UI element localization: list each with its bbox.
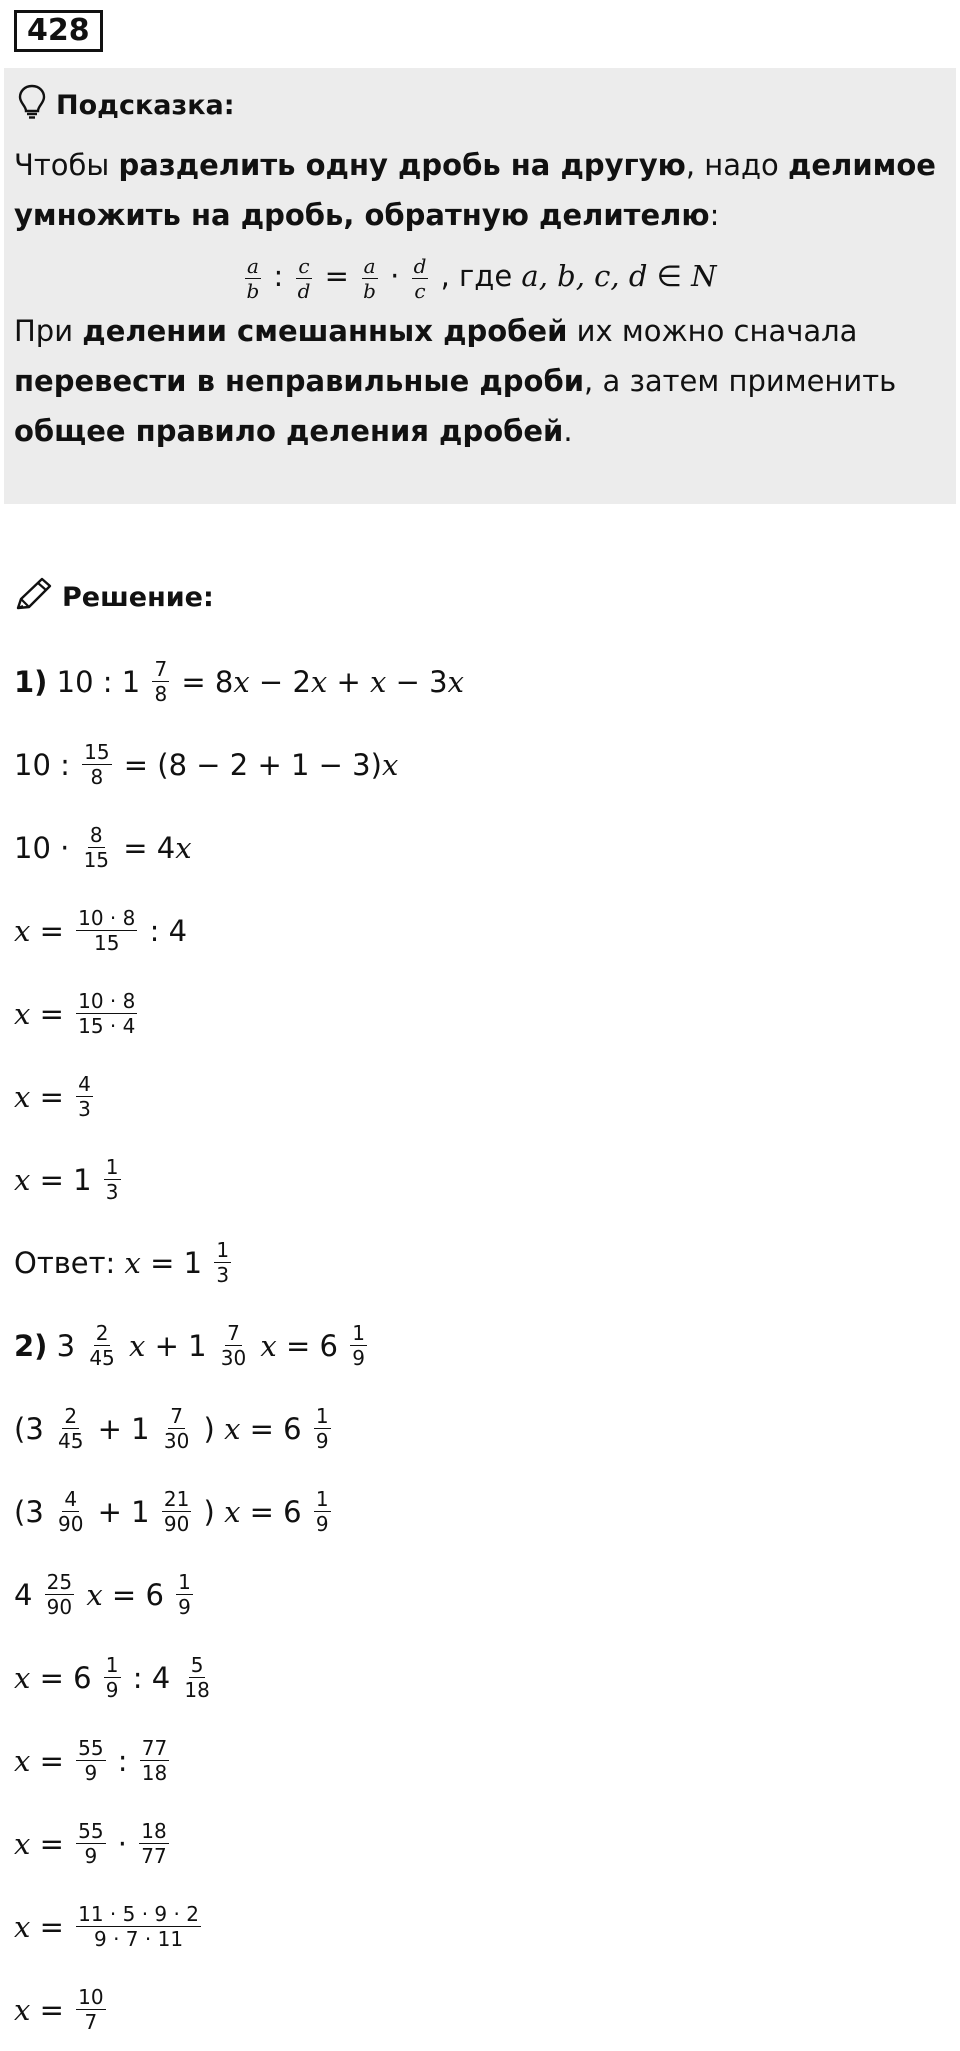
text-run: ) (194, 1494, 225, 1529)
fraction-numerator: 10 (78, 1985, 104, 2009)
bold-text: перевести в неправильные дроби (14, 364, 585, 398)
solution-line (14, 1470, 934, 1553)
fraction-numerator: c (298, 253, 310, 278)
fraction-denominator: 30 (163, 1429, 190, 1453)
fraction (76, 1902, 201, 1951)
text-run: = 8 (172, 664, 234, 699)
fraction-numerator: 2 (95, 1321, 109, 1345)
text-run: = (30, 1992, 74, 2027)
fraction (56, 1487, 85, 1536)
text-run: = 6 (102, 1577, 174, 1612)
fraction (162, 1487, 191, 1536)
fraction-numerator: 4 (78, 1072, 91, 1096)
fraction (176, 1570, 193, 1619)
text-run: . (563, 414, 573, 448)
solution-line (14, 806, 934, 889)
math-variable: x (370, 664, 387, 699)
text-run: = 6 (240, 1411, 311, 1446)
fraction (219, 1321, 248, 1370)
math-variable: x (224, 1411, 241, 1446)
text-run: Чтобы (14, 148, 119, 182)
fraction-numerator: 25 (46, 1570, 73, 1594)
fraction-denominator: 7 (84, 2010, 98, 2034)
solution-header (14, 576, 214, 619)
math-variable: x (175, 830, 192, 865)
text-run: : (709, 198, 720, 232)
fraction (82, 823, 111, 872)
fraction-denominator: c (414, 278, 426, 303)
fraction-denominator: b (363, 278, 376, 303)
text-run: + 1 (88, 1494, 159, 1529)
fraction (350, 1321, 367, 1370)
math-variable: x (14, 1162, 31, 1197)
fraction-numerator: 10 · 8 (78, 989, 136, 1013)
fraction-denominator: 9 (178, 1595, 191, 1619)
text-run: , где (431, 259, 522, 293)
math-variable: x (14, 1992, 31, 2027)
fraction-numerator: 2 (64, 1404, 78, 1428)
fraction-numerator: a (363, 253, 376, 278)
fraction-numerator: 7 (154, 657, 168, 681)
fraction-numerator: 77 (141, 1736, 168, 1760)
text-run: их можно сначала (567, 314, 858, 348)
text-run: , а затем применить (584, 364, 897, 398)
fraction-denominator: 90 (57, 1512, 84, 1536)
fraction (314, 1487, 331, 1536)
division-formula (14, 240, 944, 306)
bold-text: разделить одну дробь на другую (118, 148, 686, 182)
fraction (76, 1819, 105, 1868)
task-number: 428 (14, 10, 103, 52)
fraction-denominator: d (297, 278, 311, 303)
fraction-numerator: 15 (84, 740, 110, 764)
fraction-denominator: 9 (84, 1844, 98, 1868)
fraction-numerator: 10 · 8 (78, 906, 136, 930)
fraction (214, 1238, 231, 1287)
math-variable: N (691, 259, 717, 293)
math-variable: x (14, 996, 31, 1031)
fraction-denominator: 8 (90, 765, 104, 789)
fraction (162, 1404, 191, 1453)
fraction-numerator: d (413, 253, 427, 278)
text-run: : (108, 1743, 137, 1778)
fraction-denominator: 15 (83, 848, 110, 872)
solution-line (14, 1221, 934, 1304)
hint-paragraph-division-rule (14, 140, 944, 240)
text-run: = (30, 1909, 74, 1944)
solution-line (14, 1719, 934, 1802)
text-run: + 1 (88, 1411, 159, 1446)
fraction (152, 657, 169, 706)
fraction-denominator: 18 (184, 1678, 210, 1702)
text-run: = 4 (114, 830, 176, 865)
solution-line (14, 1802, 934, 1885)
solution-line (14, 1304, 934, 1387)
solution-line (14, 1636, 934, 1719)
solution-line (14, 972, 934, 1055)
solution-line (14, 1553, 934, 1636)
fraction-denominator: 9 · 7 · 11 (94, 1927, 184, 1951)
fraction-numerator: 7 (170, 1404, 183, 1428)
math-variable: x (124, 1245, 141, 1280)
text-run: = (30, 1743, 74, 1778)
fraction-numerator: 1 (352, 1321, 365, 1345)
text-run: = (30, 1826, 74, 1861)
text-run: = (30, 996, 74, 1031)
fraction (361, 254, 378, 303)
solution-line (14, 1387, 934, 1470)
fraction-denominator: 45 (89, 1346, 115, 1370)
text-run: = (315, 259, 359, 293)
text-run: 10 · (14, 830, 79, 865)
fraction-denominator: 3 (78, 1097, 91, 1121)
fraction-denominator: b (246, 278, 260, 303)
fraction-denominator: 8 (154, 682, 168, 706)
solution-lines (14, 640, 934, 2051)
text-run: = 6 (276, 1328, 348, 1363)
fraction-numerator: 1 (315, 1487, 329, 1511)
fraction (76, 989, 137, 1038)
text-run: = (30, 913, 74, 948)
solution-line (14, 723, 934, 806)
fraction-denominator: 3 (105, 1180, 119, 1204)
fraction (104, 1653, 121, 1702)
fraction (140, 1736, 169, 1785)
fraction (76, 1736, 105, 1785)
fraction-denominator: 15 · 4 (78, 1014, 136, 1038)
lightbulb-icon (18, 84, 46, 127)
item-number: 2) (14, 1328, 48, 1363)
solution-line (14, 889, 934, 972)
solution-line (14, 1968, 934, 2051)
fraction-numerator: a (246, 253, 259, 278)
text-run: ∈ (647, 259, 692, 293)
text-run: = 6 (240, 1494, 311, 1529)
text-run: = 1 (30, 1162, 101, 1197)
text-run: − 2 (249, 664, 311, 699)
fraction-denominator: 45 (57, 1429, 84, 1453)
fraction-numerator: 55 (78, 1819, 104, 1843)
text-run: : 4 (140, 913, 188, 948)
text-run: , надо (685, 148, 788, 182)
text-run: : 4 (123, 1660, 180, 1695)
text-run: = 6 (30, 1660, 101, 1695)
fraction-denominator: 9 (84, 1761, 98, 1785)
text-run: = 1 (140, 1245, 212, 1280)
hint-text (14, 140, 944, 456)
fraction-numerator: 5 (190, 1653, 204, 1677)
fraction (87, 1321, 116, 1370)
math-variable: x (310, 664, 328, 699)
math-variable: a, b, c, d (521, 259, 648, 293)
fraction-denominator: 3 (216, 1263, 230, 1287)
text-run: : (264, 259, 293, 293)
math-variable: x (14, 1909, 31, 1944)
fraction-denominator: 9 (315, 1429, 329, 1453)
text-run: − 3 (386, 664, 448, 699)
text-run: 4 (14, 1577, 42, 1612)
text-run: = (30, 1079, 74, 1114)
fraction-numerator: 55 (78, 1736, 104, 1760)
fraction-numerator: 1 (178, 1570, 191, 1594)
text-run: (3 (14, 1411, 53, 1446)
text-run: 10 : 1 (47, 664, 150, 699)
math-variable: x (224, 1494, 241, 1529)
solution-line (14, 640, 934, 723)
math-variable: x (14, 1826, 31, 1861)
fraction-numerator: 1 (216, 1238, 230, 1262)
fraction (104, 1155, 121, 1204)
text-run: + (327, 664, 371, 699)
fraction-numerator: 4 (64, 1487, 78, 1511)
text-run: + 1 (145, 1328, 216, 1363)
fraction (314, 1404, 331, 1453)
hint-title: Подсказка: (56, 90, 235, 121)
math-variable: x (381, 747, 399, 782)
item-number: 1) (14, 664, 48, 699)
fraction (412, 254, 429, 303)
text-run: (3 (14, 1494, 53, 1529)
fraction (82, 740, 111, 789)
fraction-denominator: 9 (352, 1346, 365, 1370)
hint-header (18, 84, 235, 127)
hint-paragraph-mixed-fractions (14, 306, 944, 456)
fraction-numerator: 1 (105, 1155, 119, 1179)
text-run: = (8 − 2 + 1 − 3) (114, 747, 382, 782)
fraction (45, 1570, 74, 1619)
fraction-denominator: 77 (141, 1844, 167, 1868)
fraction-numerator: 1 (105, 1653, 119, 1677)
fraction (76, 1985, 105, 2034)
fraction (296, 254, 313, 303)
fraction-denominator: 9 (315, 1512, 329, 1536)
math-variable: x (251, 1328, 277, 1363)
fraction-denominator: 15 (94, 931, 120, 955)
text-run: При (14, 314, 83, 348)
text-run: Ответ: (14, 1245, 125, 1280)
fraction-numerator: 18 (141, 1819, 167, 1843)
fraction-denominator: 90 (163, 1512, 190, 1536)
math-variable: x (14, 1660, 31, 1695)
math-variable: x (447, 664, 464, 699)
text-run: 3 (47, 1328, 85, 1363)
solution-title: Решение: (62, 582, 214, 613)
fraction-numerator: 11 · 5 · 9 · 2 (78, 1902, 199, 1926)
pencil-icon (14, 576, 54, 619)
math-variable: x (233, 664, 250, 699)
fraction-denominator: 18 (141, 1761, 168, 1785)
text-run: ) (194, 1411, 225, 1446)
bold-text: делении смешанных дробей (82, 314, 568, 348)
fraction (182, 1653, 211, 1702)
fraction (56, 1404, 85, 1453)
solution-line (14, 1885, 934, 1968)
text-run: · (108, 1826, 137, 1861)
fraction-denominator: 30 (220, 1346, 247, 1370)
fraction-numerator: 1 (315, 1404, 329, 1428)
hint-box (4, 68, 956, 504)
fraction (139, 1819, 168, 1868)
math-variable: x (119, 1328, 146, 1363)
fraction-denominator: 90 (46, 1595, 73, 1619)
fraction-numerator: 7 (227, 1321, 240, 1345)
fraction (76, 906, 137, 955)
solution-line (14, 1138, 934, 1221)
bold-text: общее правило деления дробей (14, 414, 564, 448)
solution-line (14, 1055, 934, 1138)
math-variable: x (14, 1079, 31, 1114)
math-variable: x (77, 1577, 103, 1612)
math-variable: x (14, 1743, 31, 1778)
fraction-numerator: 8 (89, 823, 103, 847)
bold-text: делимое умножить на дробь, обратную делителю (14, 148, 936, 232)
fraction (76, 1072, 93, 1121)
fraction-denominator: 9 (105, 1678, 119, 1702)
math-variable: x (14, 913, 31, 948)
fraction (245, 254, 262, 303)
text-run: · (380, 259, 409, 293)
text-run: 10 : (14, 747, 80, 782)
fraction-numerator: 21 (163, 1487, 190, 1511)
